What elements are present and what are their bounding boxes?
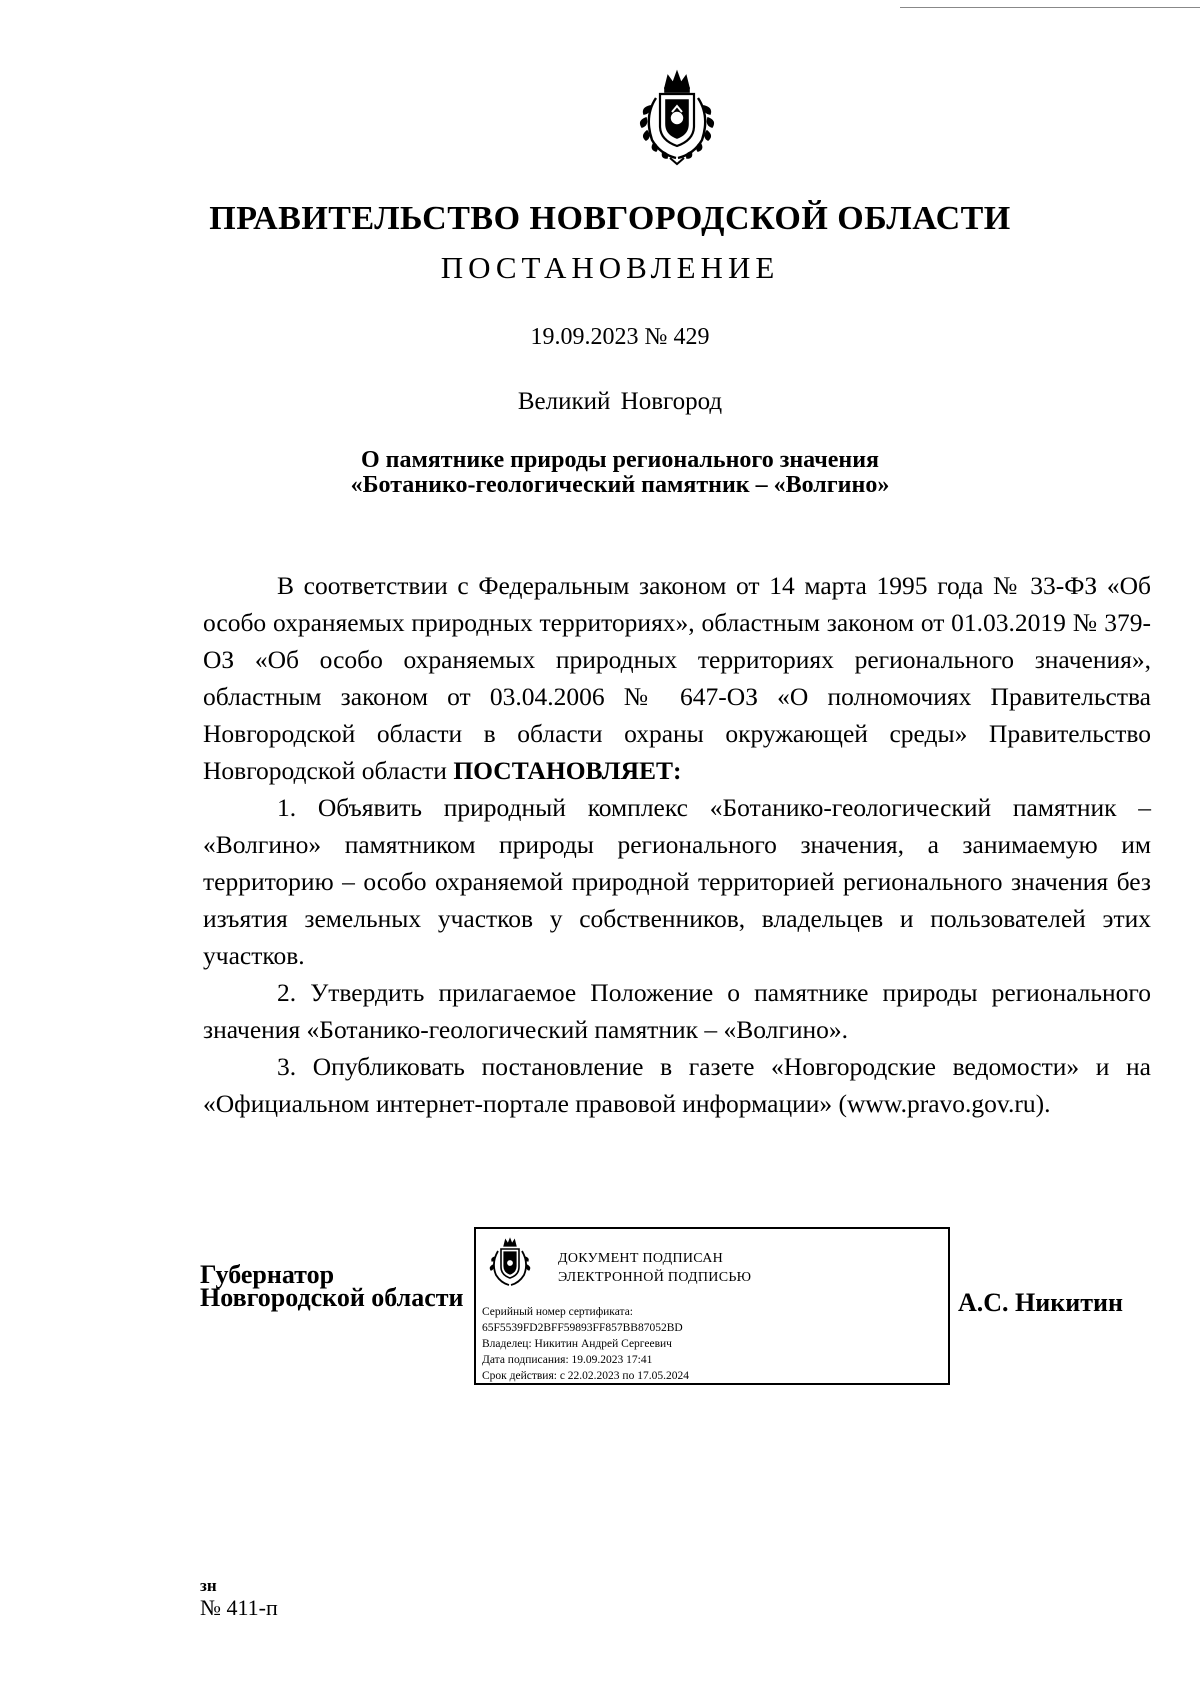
signer-name: А.С. Никитин	[958, 1288, 1123, 1317]
certificate-owner: Владелец: Никитин Андрей Сергеевич	[482, 1338, 672, 1350]
document-date-number: 19.09.2023 № 429	[530, 324, 710, 350]
footer-initials: зн	[200, 1576, 217, 1595]
certificate-number: 65F5539FD2BFF59893FF857BB87052BD	[482, 1322, 683, 1334]
signatory-position-line-1: Губернатор	[200, 1260, 335, 1289]
certificate-label: Серийный номер сертификата:	[482, 1306, 633, 1318]
document-city: Великий Новгород	[517, 388, 723, 415]
document-title	[20, 448, 1200, 498]
electronic-signature-stamp	[474, 1227, 950, 1385]
stamp-heading-line-2: ЭЛЕКТРОННОЙ ПОДПИСЬЮ	[558, 1270, 752, 1285]
document-title-line-1: О памятнике природы регионального значения	[360, 447, 880, 473]
organization-name: ПРАВИТЕЛЬСТВО НОВГОРОДСКОЙ ОБЛАСТИ	[209, 200, 1011, 237]
footer-code	[200, 1575, 278, 1619]
resolution-item-3: 3. Опубликовать постановление в газете «Новгородские ведомости» и на «Официальном интернет-портале правовой информации» (www.pravo.gov.ru).	[203, 1052, 1151, 1118]
coat-of-arms-icon	[632, 68, 722, 166]
resolution-item-2: 2. Утвердить прилагаемое Положение о памятнике природы регионального значения «Ботанико-геологический памятник – «Волгино».	[203, 978, 1151, 1044]
coat-of-arms-icon	[486, 1237, 534, 1289]
preamble-text: В соответствии с Федеральным законом от 14 марта 1995 года № 33-ФЗ «Об особо охраняемых природных территориях», областным законом от 01.03.2019 № 379-ОЗ «Об особо охраняемых природных территориях регионального значения», областным законом от 03.04.2006 № 647-ОЗ «О полномочиях Правительства Новгородской области в области охраны окружающей среды» Правительство Новгородской области	[203, 571, 1151, 785]
signing-date: Дата подписания: 19.09.2023 17:41	[482, 1354, 653, 1366]
certificate-validity: Срок действия: с 22.02.2023 по 17.05.2024	[482, 1370, 689, 1382]
stamp-heading	[558, 1249, 751, 1287]
document-body	[203, 567, 1151, 1122]
top-rule	[900, 7, 1200, 8]
stamp-details	[482, 1304, 689, 1384]
signatory-position-line-2: Новгородской области	[200, 1283, 464, 1312]
footer-document-code: № 411-п	[200, 1595, 278, 1620]
preamble-paragraph	[203, 567, 1151, 789]
resolution-item-1: 1. Объявить природный комплекс «Ботанико-геологический памятник – «Волгино» памятником природы регионального значения, а занимаемую им территорию – особо охраняемой природной территорией регионального значения без изъятия земельных участков у собственников, владельцев и пользователей этих участков.	[203, 793, 1151, 970]
document-type: ПОСТАНОВЛЕНИЕ	[440, 250, 780, 285]
stamp-heading-line-1: ДОКУМЕНТ ПОДПИСАН	[558, 1251, 724, 1266]
document-title-line-2: «Ботанико-геологический памятник – «Волгино»	[350, 472, 890, 498]
signatory-position	[200, 1260, 464, 1312]
resolves-keyword: ПОСТАНОВЛЯЕТ:	[453, 756, 682, 785]
